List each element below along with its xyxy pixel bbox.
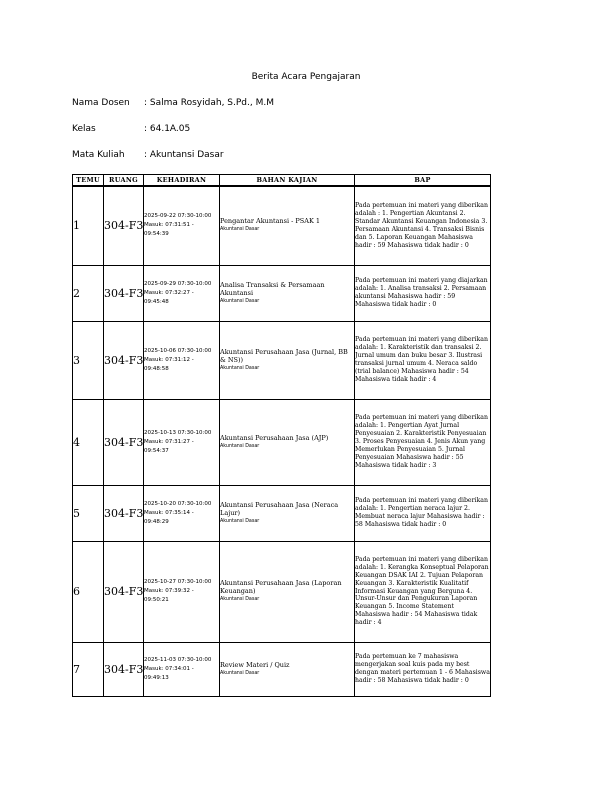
row-bap: Pada pertemuan ini materi yang diberikan adalah: 1. Kerangka Konseptual Pelaporan Keuangan DSAK IAI 2. Tujuan Pelaporan Keuangan 3. Karakteristik Kualitatif Informasi Keuangan yang Berguna 4. Unsur-Unsur dan Pengukuran Laporan Keuangan 5. Income Statement Mahasiswa hadir : 54 Mahasiswa tidak hadir : 4 (355, 541, 491, 642)
table-row (73, 642, 491, 696)
material-course: Akuntansi Dasar (220, 365, 260, 371)
mata-kuliah-label: Mata Kuliah (72, 150, 125, 160)
header-temu: TEMU (73, 175, 104, 187)
row-attendance (144, 485, 220, 541)
row-attendance (144, 321, 220, 399)
material-course: Akuntansi Dasar (220, 443, 260, 449)
material-course: Akuntansi Dasar (220, 298, 260, 304)
attendance-schedule: 2025-10-13 07:30-10:00 (144, 429, 212, 436)
attendance-checkin: Masuk: 07:39:32 - 09:50:21 (144, 588, 194, 603)
row-attendance (144, 541, 220, 642)
material-course: Akuntansi Dasar (220, 597, 260, 602)
table-row (73, 485, 491, 541)
attendance-schedule: 2025-09-22 07:30-10:00 (144, 213, 212, 220)
material-course: Akuntansi Dasar (220, 670, 260, 676)
row-number: 5 (73, 485, 104, 541)
material-title: Analisa Transaksi & Persamaan Akuntansi (220, 280, 325, 297)
row-number: 7 (73, 642, 104, 696)
row-number: 6 (73, 541, 104, 642)
row-bap: Pada pertemuan ini materi yang diajarkan adalah: 1. Analisa transaksi 2. Persamaan akuntansi Mahasiswa hadir : 59 Mahasiswa tidak hadir : 0 (355, 265, 491, 321)
attendance-schedule: 2025-10-20 07:30-10:00 (144, 500, 212, 507)
row-number: 1 (73, 186, 104, 265)
material-title: Akuntansi Perusahaan Jasa (Laporan Keuangan) (220, 579, 342, 595)
table-row (73, 321, 491, 399)
row-material (220, 321, 355, 399)
row-attendance (144, 399, 220, 485)
table-header-row (73, 175, 491, 187)
row-material (220, 399, 355, 485)
row-material (220, 541, 355, 642)
row-attendance (144, 186, 220, 265)
row-material (220, 186, 355, 265)
row-number: 4 (73, 399, 104, 485)
row-material (220, 265, 355, 321)
attendance-checkin: Masuk: 07:34:01 - 09:49:13 (144, 665, 194, 681)
material-title: Akuntansi Perusahaan Jasa (Jurnal, BB & NS)) (220, 347, 348, 364)
kelas-label: Kelas (72, 124, 96, 134)
attendance-checkin: Masuk: 07:31:27 - 09:54:37 (144, 438, 194, 454)
material-course: Akuntansi Dasar (220, 518, 260, 524)
row-bap: Pada pertemuan ke 7 mahasiswa mengerjakan soal kuis pada my best dengan materi pertemuan 1 - 6 Mahasiswa hadir : 58 Mahasiswa tidak hadir : 0 (355, 642, 491, 696)
row-bap: Pada pertemuan ini materi yang diberikan adalah: 1. Karakteristik dan transaksi 2. Jurnal umum dan buku besar 3. Ilustrasi transaksi jurnal umum 4. Neraca saldo (trial balance) Mahasiswa hadir : 54 Mahasiswa tidak hadir : 4 (355, 321, 491, 399)
attendance-schedule: 2025-11-03 07:30-10:00 (144, 656, 212, 663)
row-room: 304-F3 (104, 265, 144, 321)
row-room: 304-F3 (104, 541, 144, 642)
kelas-row (72, 124, 190, 134)
mata-kuliah-value: : Akuntansi Dasar (144, 150, 224, 160)
material-title: Akuntansi Perusahaan Jasa (AJP) (220, 433, 329, 442)
row-attendance (144, 642, 220, 696)
dosen-value: : Salma Rosyidah, S.Pd., M.M (144, 98, 274, 108)
row-bap: Pada pertemuan ini materi yang diberikan adalah: 1. Pengertian Ayat Jurnal Penyesuaian 2. Karakteristik Penyesuaian 3. Proses Penyesuaian 4. Jenis Akun yang Memerlukan Penyesuaian 5. Jurnal Penyesuaian Mahasiswa hadir : 55 Mahasiswa tidak hadir : 3 (355, 399, 491, 485)
attendance-checkin: Masuk: 07:31:51 - 09:54:39 (144, 222, 194, 238)
page-title: Berita Acara Pengajaran (251, 72, 361, 82)
material-course: Akuntansi Dasar (220, 227, 260, 233)
attendance-checkin: Masuk: 07:32:27 - 09:45:48 (144, 289, 194, 305)
header-ruang: RUANG (104, 175, 144, 187)
attendance-schedule: 2025-10-27 07:30-10:00 (144, 579, 212, 585)
row-number: 3 (73, 321, 104, 399)
row-room: 304-F3 (104, 485, 144, 541)
row-attendance (144, 265, 220, 321)
row-material (220, 642, 355, 696)
dosen-label: Nama Dosen (72, 98, 130, 108)
row-bap: Pada pertemuan ini materi yang diberikan adalah: 1. Pengertian neraca lajur 2. Membuat neraca lajur Mahasiswa hadir : 58 Mahasiswa tidak hadir : 0 (355, 485, 491, 541)
row-room: 304-F3 (104, 321, 144, 399)
header-bahan-kajian: BAHAN KAJIAN (220, 175, 355, 187)
material-title: Review Materi / Quiz (220, 660, 290, 669)
mata-kuliah-row (72, 150, 224, 160)
row-room: 304-F3 (104, 186, 144, 265)
attendance-schedule: 2025-09-29 07:30-10:00 (144, 280, 212, 287)
table-row (73, 265, 491, 321)
row-material (220, 485, 355, 541)
table-row (73, 399, 491, 485)
material-title: Akuntansi Perusahaan Jasa (Neraca Lajur) (220, 500, 339, 517)
row-number: 2 (73, 265, 104, 321)
row-bap: Pada pertemuan ini materi yang diberikan adalah : 1. Pengertian Akuntansi 2. Standar Akuntansi Keuangan Indonesia 3. Persamaan Akuntansi 4. Transaksi Bisnis dan 5. Laporan Keuangan Mahasiswa hadir : 59 Mahasiswa tidak hadir : 0 (355, 186, 491, 265)
table-row (73, 541, 491, 642)
attendance-checkin: Masuk: 07:31:12 - 09:48:58 (144, 356, 194, 372)
kelas-value: : 64.1A.05 (144, 124, 191, 134)
row-room: 304-F3 (104, 642, 144, 696)
material-title: Pengantar Akuntansi - PSAK 1 (220, 217, 320, 226)
dosen-row (72, 98, 274, 108)
attendance-checkin: Masuk: 07:35:14 - 09:48:29 (144, 509, 194, 525)
bap-table (72, 174, 491, 697)
table-row (73, 186, 491, 265)
attendance-schedule: 2025-10-06 07:30-10:00 (144, 347, 212, 354)
header-bap: BAP (355, 175, 491, 187)
header-kehadiran: KEHADIRAN (144, 175, 220, 187)
row-room: 304-F3 (104, 399, 144, 485)
